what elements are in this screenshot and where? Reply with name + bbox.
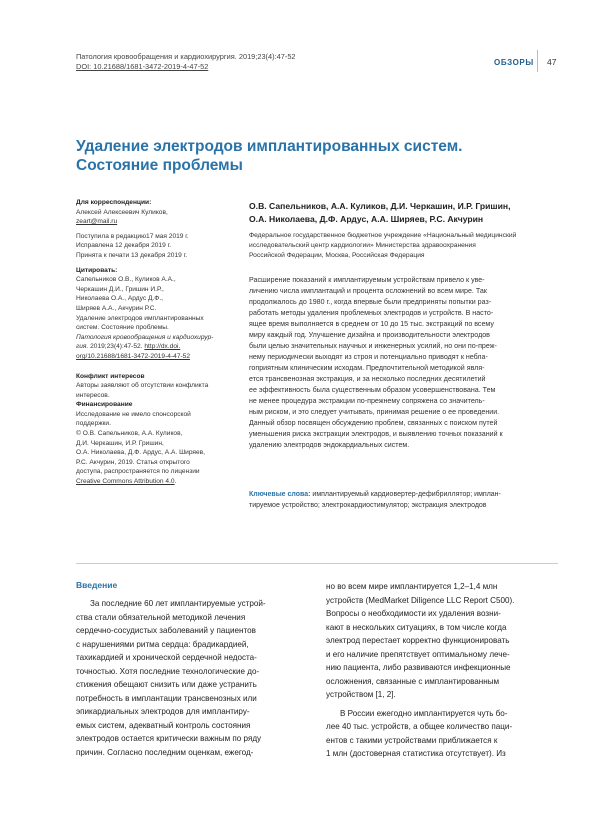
cite-ref: 2019;23(4):47-52. xyxy=(88,343,145,351)
body-line: сердечно-сосудистых заболеваний у пациентов xyxy=(76,626,256,635)
body-line: За последние 60 лет имплантируемые устрой- xyxy=(90,599,266,608)
body-line: электрод перестает корректно функционировать xyxy=(326,636,510,645)
author-line-2: О.А. Николаева, Д.Ф. Ардус, А.А. Ширяев, Р.С. Акчурин xyxy=(249,213,484,224)
cite-journal: Патология кровообращения и кардиохирур- xyxy=(76,333,214,341)
body-line: стижения обещают снизить или даже устранить xyxy=(76,680,257,689)
page-number: 47 xyxy=(547,57,557,67)
license-line xyxy=(76,477,236,487)
abstract-line: ящее время выполняется в среднем от 10 до 15 тыс. экстракций по всему xyxy=(249,320,494,328)
cite-journal-tail: гия. xyxy=(76,343,89,351)
body-line: и его наличие препятствует оптимальному лече- xyxy=(326,649,510,659)
cite-url-continued[interactable]: org/10.21688/1681-3472-2019-4-47-52 xyxy=(76,352,191,360)
license-link[interactable]: Creative Commons Attribution 4.0 xyxy=(76,478,175,486)
header-divider xyxy=(537,50,538,72)
abstract-line: ется трансвенозная экстракция, и за несколько последних десятилетий xyxy=(249,375,486,383)
abstract-line: гоприятным клиническим исходам. Предпочтительной методикой явля- xyxy=(249,364,485,372)
journal-citation-line: Патология кровообращения и кардиохирургия. 2019;23(4):47-52 xyxy=(76,52,296,61)
keywords-line-1 xyxy=(249,489,564,500)
body-line: Вопросы о необходимости их удаления возни- xyxy=(326,609,501,618)
abstract-line: нему периодически выходят из строя и потенциально приводят к небла- xyxy=(249,353,488,361)
abstract-line: удалению электродов эндокардиальных систем. xyxy=(249,441,410,449)
cite-line: систем. Состояние проблемы. xyxy=(76,324,169,332)
cite-heading: Цитировать: xyxy=(76,266,118,274)
license-tail: . xyxy=(174,478,177,486)
cite-line: Удаление электродов имплантированных xyxy=(76,314,204,322)
abstract-line: работать методы удаления проблемных электродов и устройств. В наcто- xyxy=(249,309,494,317)
abstract-line: уменьшения риска экстракции электродов, и выявлению точных показаний к xyxy=(249,430,503,438)
copyright-line: © О.В. Сапельников, А.А. Куликов, xyxy=(76,430,183,438)
body-line: устройств (MedMarket Diligence LLC Report C500). xyxy=(326,595,515,605)
body-line: электродов остается критически важным по ряду xyxy=(76,734,262,743)
funding-text: поддержки. xyxy=(76,420,111,428)
body-line: эпикардиальных электродов для имплантиру- xyxy=(76,707,250,716)
section-rule xyxy=(76,563,558,564)
doi-link[interactable]: DOI: 10.21688/1681-3472-2019-4-47-52 xyxy=(76,62,209,71)
copyright-line: доступа, распространяется по лицензии xyxy=(76,468,200,476)
correspondence-email[interactable]: zeart@mail.ru xyxy=(76,218,118,226)
body-line: потребность в имплантации трансвенозных или xyxy=(76,693,257,703)
author-list xyxy=(249,200,579,225)
affiliation-line: Российской Федерации, Москва, Российская Федерация xyxy=(249,251,425,259)
keywords-text: имплантируемый кардиовертер-дефибриллятор; имплан- xyxy=(310,491,501,498)
abstract-line: Данный обзор посвящен обсуждению проблем, связанных с поиском путей xyxy=(249,419,498,427)
abstract-line: ным риском, и это следует учитывать, принимая решение о ее проведении. xyxy=(249,408,500,416)
abstract-line: не менее процедура экстракции по-прежнему сопряжена со значитель- xyxy=(249,397,485,405)
cite-line: Ширяев А.А., Акчурин Р.С. xyxy=(76,304,157,312)
accepted-date: Принята к печати 13 декабря 2019 г. xyxy=(76,251,188,259)
affiliation xyxy=(249,231,569,260)
article-title xyxy=(76,137,556,175)
abstract-line: личению числа имплантаций и процента осложнений во всем мире. Так xyxy=(249,287,487,295)
body-line: причин. Согласно последним оценкам, ежегод- xyxy=(76,747,254,757)
copyright-line: Д.И. Черкашин, И.Р. Гришин, xyxy=(76,439,164,447)
body-line: лее 40 тыс. устройств, а общее количество паци- xyxy=(326,722,513,731)
body-line: ентов с такими устройствами приближается к xyxy=(326,735,498,745)
section-label: ОБЗОРЫ xyxy=(494,58,534,67)
abstract-line: ее эффективность была существенным образом усовершенствована. Тем xyxy=(249,386,496,394)
body-column-1 xyxy=(76,597,302,759)
abstract-line: были целью значительных научных и инженерных усилий, но они по-преж- xyxy=(249,342,497,350)
keywords-line-2: тируемое устройство; электрокардиостимулятор; экстракция электродов xyxy=(249,502,487,509)
funding-heading: Финансирование xyxy=(76,401,133,409)
body-line: тахикардией и хронической сердечной недоста- xyxy=(76,653,257,662)
intro-heading: Введение xyxy=(76,580,118,590)
keywords xyxy=(249,489,564,511)
body-line: но во всем мире имплантируется 1,2–1,4 млн xyxy=(326,582,498,591)
body-line: кают в нескольких ситуациях, в том числе когда xyxy=(326,622,507,632)
abstract xyxy=(249,275,559,451)
article-title-line-1: Удаление электродов имплантированных систем. xyxy=(76,138,463,155)
correspondence-name: Алексей Алексеевич Куликов, xyxy=(76,208,168,216)
conflict-text: Авторы заявляют об отсутствии конфликта xyxy=(76,382,209,390)
body-line: В России ежегодно имплантируется чуть бо- xyxy=(340,708,508,718)
body-line: осложнения, связанные с имплантированным xyxy=(326,676,500,686)
funding-text: Исследование не имело спонсорской xyxy=(76,410,191,418)
copyright-line: Р.С. Акчурин, 2019. Статья открытого xyxy=(76,458,190,466)
sidebar xyxy=(76,198,236,487)
cite-line: Черкашин Д.И., Гришин И.Р., xyxy=(76,285,164,293)
abstract-line: Расширение показаний к имплантируемым устройствам привело к уве- xyxy=(249,276,485,284)
conflict-heading: Конфликт интересов xyxy=(76,372,145,380)
abstract-line: продолжалось до 1980 г., когда впервые были предприняты попытки раз- xyxy=(249,298,492,306)
correspondence-heading: Для корреспонденции: xyxy=(76,199,152,206)
body-line: точностью. Хотя последние технологические до- xyxy=(76,666,260,676)
cite-journal-ref xyxy=(76,342,236,352)
author-line-1: О.В. Сапельников, А.А. Куликов, Д.И. Черкашин, И.Р. Гришин, xyxy=(249,201,511,211)
copyright-line: О.А. Николаева, Д.Ф. Ардус, А.А. Ширяев, xyxy=(76,449,205,457)
received-date: Поступила в редакцию17 мая 2019 г. xyxy=(76,232,189,240)
affiliation-line: Федеральное государственное бюджетное учреждение «Национальный медицинский xyxy=(249,232,517,239)
revised-date: Исправлена 12 декабря 2019 г. xyxy=(76,242,172,250)
body-line: устройством [1, 2]. xyxy=(326,690,396,699)
body-line: нию пациента, либо развиваются инфекционные xyxy=(326,663,511,672)
keywords-label: Ключевые слова: xyxy=(249,491,311,498)
body-line: с нарушениями ритма сердца: брадикардией, xyxy=(76,639,249,649)
cite-url[interactable]: http://dx.doi. xyxy=(144,343,181,351)
body-line: ства стали обязательной методикой лечения xyxy=(76,612,246,622)
affiliation-line: исследовательский центр кардиологии» Министерства здравоохранения xyxy=(249,241,476,249)
article-title-line-2: Состояние проблемы xyxy=(76,157,243,174)
body-line: емых систем, адекватный контроль состояния xyxy=(76,720,251,730)
cite-line: Сапельников О.В., Куликов А.А., xyxy=(76,276,176,284)
abstract-line: миру каждый год. Улучшение дизайна и производительности электродов xyxy=(249,331,490,339)
body-column-2 xyxy=(326,580,556,761)
conflict-text: интересов. xyxy=(76,391,110,399)
body-line: 1 млн (достоверная статистика отсутствует). Из xyxy=(326,749,506,758)
cite-line: Николаева О.А., Ардус Д.Ф., xyxy=(76,295,163,303)
